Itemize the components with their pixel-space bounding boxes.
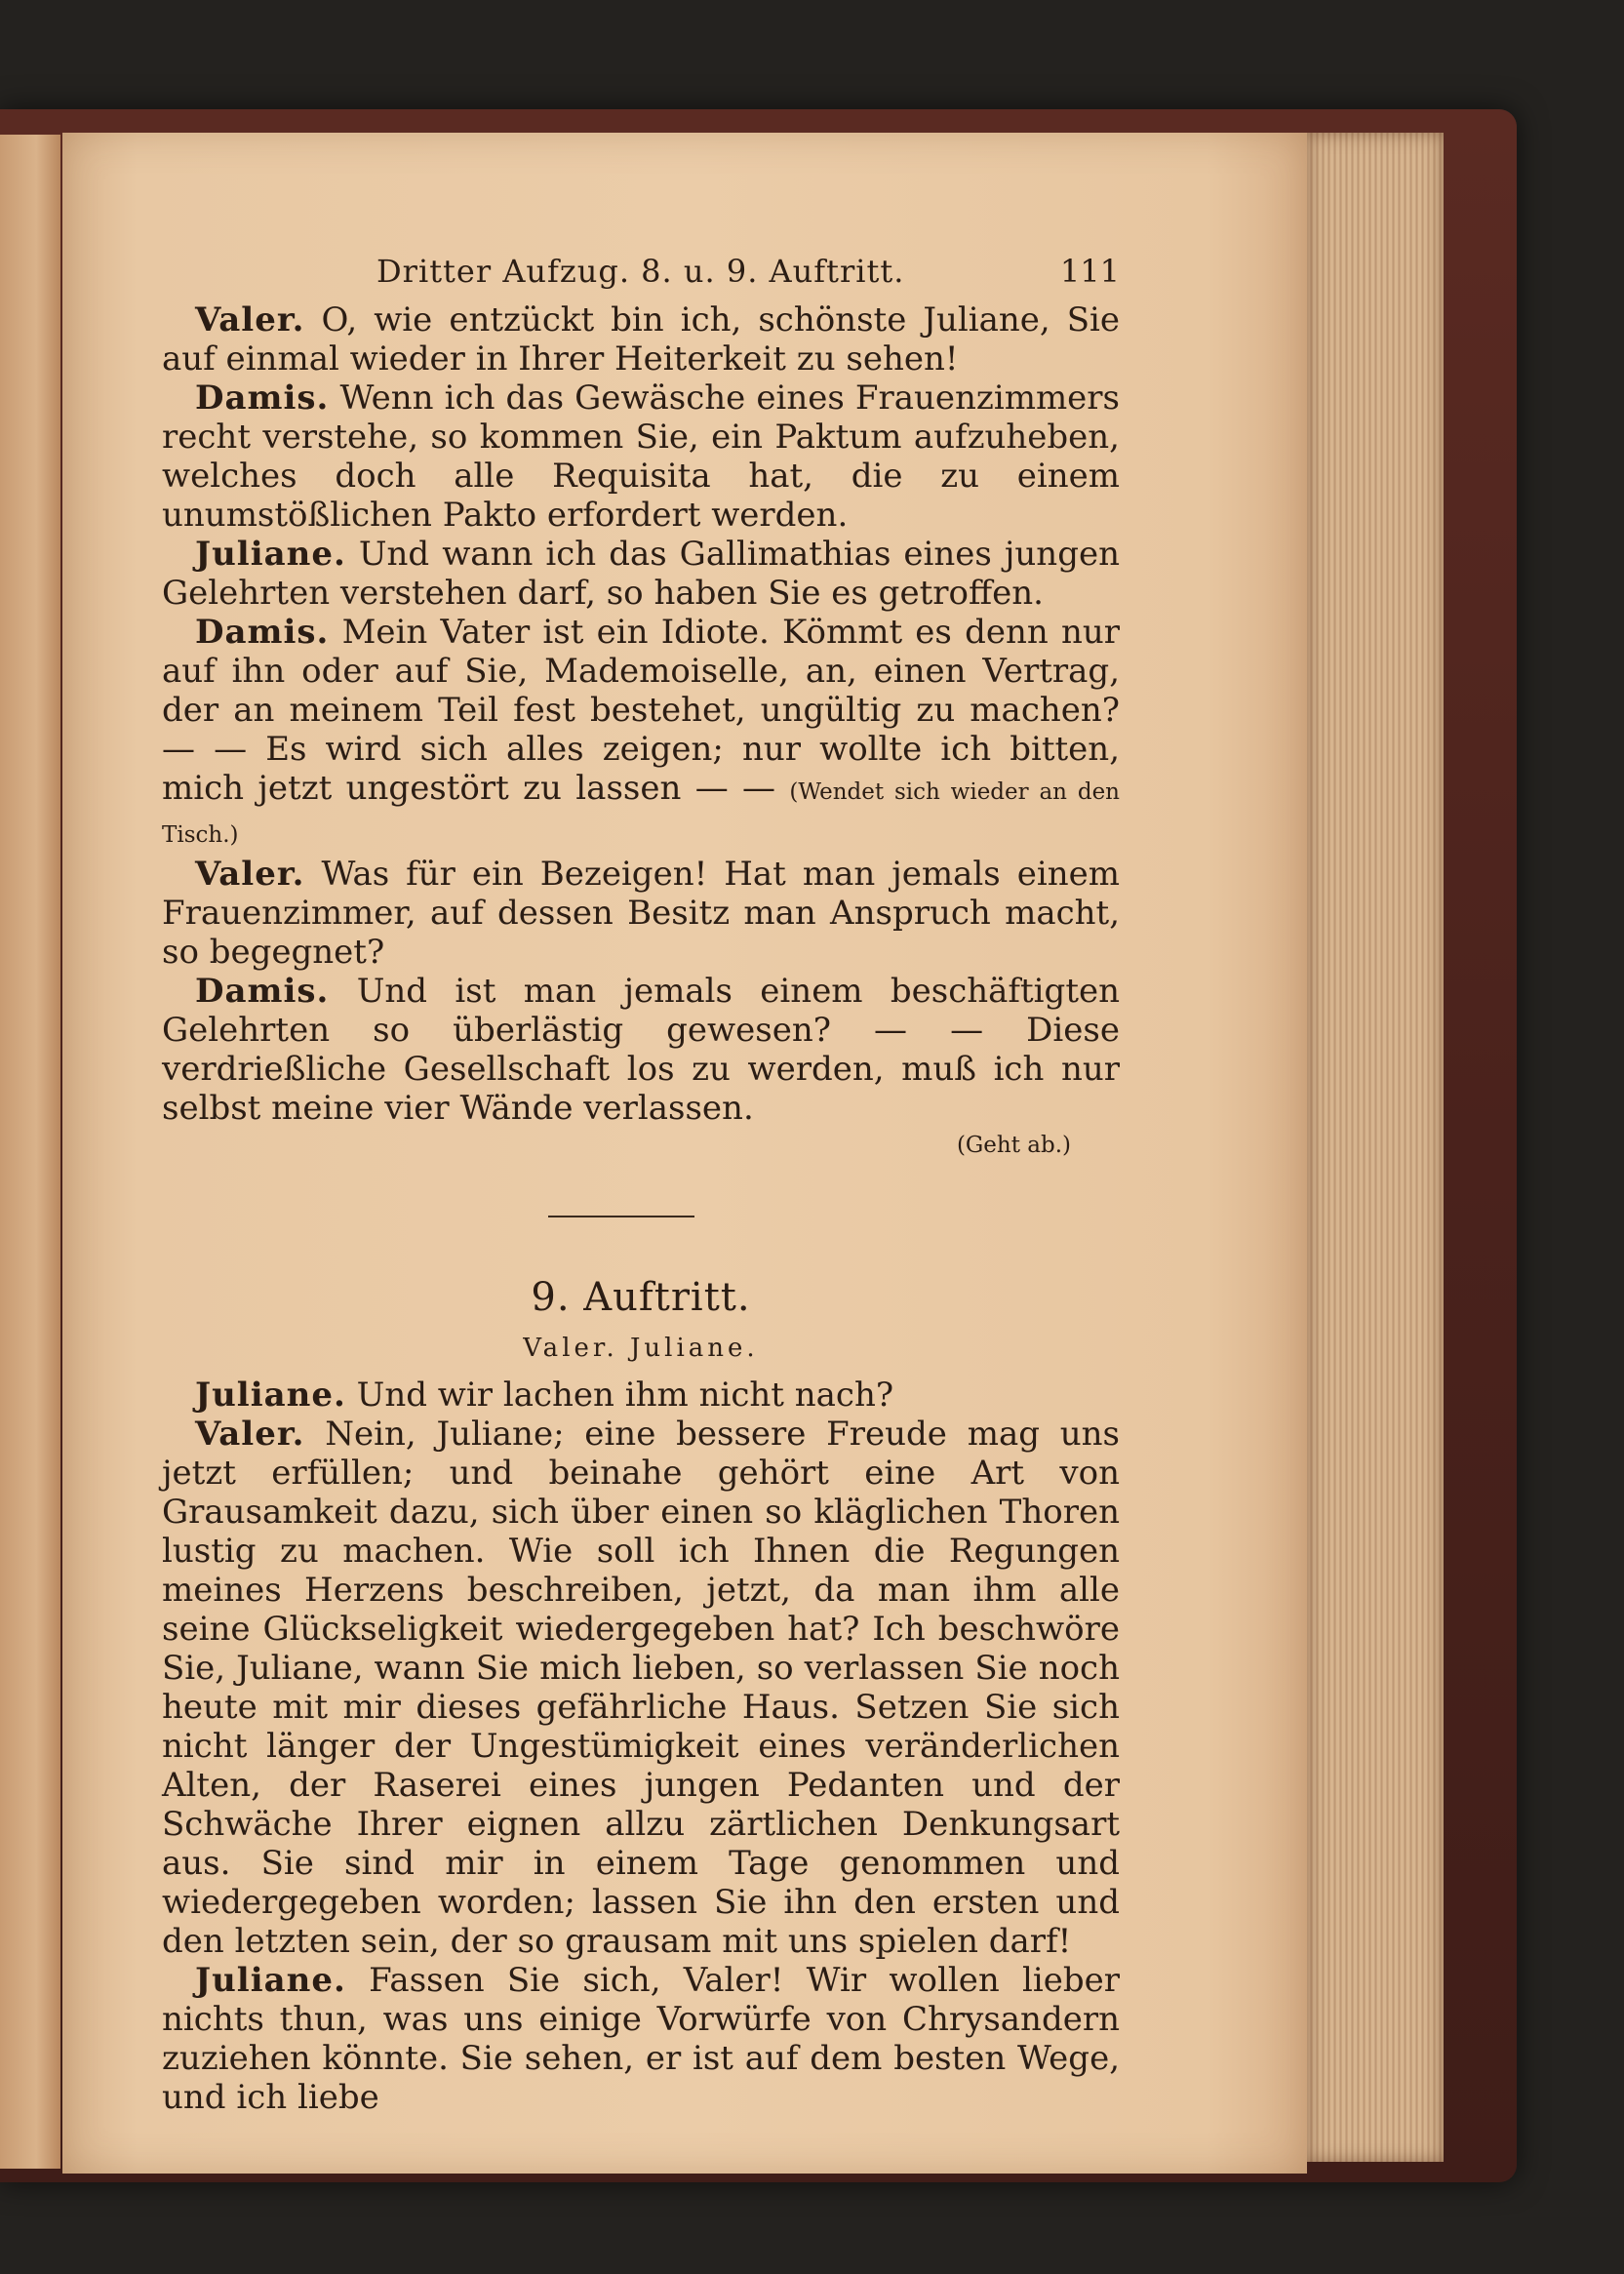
- speech: [162, 379, 1120, 535]
- speaker: Valer.: [195, 1415, 305, 1454]
- speech-text: O, wie entzückt bin ich, schönste Juliane, Sie auf einmal wieder in Ihrer Heiterkeit zu sehen!: [162, 300, 1121, 379]
- speech-text: Und wir lachen ihm nicht nach?: [356, 1376, 894, 1415]
- speech: [162, 613, 1120, 855]
- speech-text: Was für ein Bezeigen! Hat man jemals einem Frauenzimmer, auf dessen Besitz man Anspruch macht, so begegnet?: [162, 855, 1120, 972]
- speaker: Damis.: [195, 613, 330, 652]
- speaker: Juliane.: [195, 1376, 346, 1415]
- speaker: Valer.: [195, 855, 305, 894]
- speech-text: Mein Vater ist ein Idiote. Kömmt es denn nur auf ihn oder auf Sie, Mademoiselle, an, einen Vertrag, der an meinem Teil fest bestehet, ungültig zu machen? — — Es wird sich alles zeigen; nur wollte ich bitten, mich jetzt ungestört zu lassen — —: [162, 613, 1120, 808]
- stage-direction-exit: (Geht ab.): [956, 1133, 1071, 1158]
- page-number: 111: [1059, 253, 1120, 290]
- speech-text: Und ist man jemals einem beschäftigten Gelehrten so überlästig gewesen? — — Diese verdrießliche Gesellschaft los zu werden, muß ich nur selbst meine vier Wände verlassen.: [162, 972, 1120, 1128]
- scene-persons: Valer. Juliane.: [523, 1334, 759, 1363]
- speech-text: Und wann ich das Gallimathias eines jungen Gelehrten verstehen darf, so haben Sie es getroffen.: [162, 535, 1120, 613]
- page-text: [162, 252, 1120, 2117]
- speaker: Juliane.: [195, 535, 346, 574]
- speech: [162, 855, 1120, 972]
- speech: [162, 535, 1120, 613]
- speech: [162, 972, 1120, 1128]
- stage-direction: (Wendet sich wieder an den Tisch.): [162, 779, 1120, 848]
- speech: [162, 300, 1120, 379]
- speaker: Damis.: [195, 379, 330, 418]
- running-head: [162, 252, 1120, 300]
- speech: [162, 1376, 1120, 1415]
- speaker: Juliane.: [195, 1961, 346, 2000]
- left-page-edge: [0, 135, 60, 2169]
- speech: [162, 1415, 1120, 1961]
- speech-text: Fassen Sie sich, Valer! Wir wollen lieber nichts thun, was uns einige Vorwürfe von Chrysandern zuziehen könnte. Sie sehen, er ist auf dem besten Wege, und ich liebe: [162, 1961, 1121, 2117]
- scene-divider: [548, 1216, 694, 1217]
- scene-heading: 9. Auftritt.: [531, 1275, 751, 1320]
- page-block-edge: [1307, 133, 1444, 2162]
- speech-text: Nein, Juliane; eine bessere Freude mag uns jetzt erfüllen; und beinahe gehört eine Art von Grausamkeit dazu, sich über einen so kläglichen Thoren lustig zu machen. Wie soll ich Ihnen die Regungen meines Herzens beschreiben, jetzt, da man ihm alle seine Glückseligkeit wiedergegeben hat? Ich beschwöre Sie, Juliane, wann Sie mich lieben, so verlassen Sie noch heute mit mir dieses gefährliche Haus. Setzen Sie sich nicht länger der Ungestümigkeit eines veränderlichen Alten, der Raserei eines jungen Pedanten und der Schwäche Ihrer eignen allzu zärtlichen Denkungsart aus. Sie sind mir in einem Tage genommen und wiedergegeben worden; lassen Sie ihn den ersten und den letzten sein, der so grausam mit uns spielen darf!: [162, 1415, 1121, 1961]
- running-head-title: Dritter Aufzug. 8. u. 9. Auftritt.: [376, 253, 905, 290]
- speaker: Damis.: [195, 972, 330, 1011]
- speech: [162, 1961, 1120, 2117]
- speaker: Valer.: [195, 300, 305, 339]
- speech-text: Wenn ich das Gewäsche eines Frauenzimmers recht verstehe, so kommen Sie, ein Paktum aufzuheben, welches doch alle Requisita hat, die zu einem unumstößlichen Pakto erfordert werden.: [162, 379, 1121, 535]
